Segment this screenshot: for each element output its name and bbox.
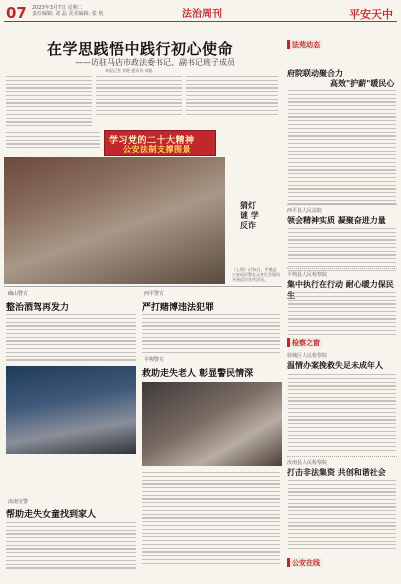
banner-title: 学习党的二十大精神: [109, 136, 195, 146]
lower-right-title-2: 打击非法集资 共创和谐社会: [287, 467, 386, 477]
issue-info-line-1: 2023年3月7日 星期二: [32, 5, 83, 11]
tag-police-online: 公安在线: [287, 558, 322, 567]
lower-middle-title-2: 救助走失老人 彰显警民情深: [142, 369, 254, 379]
page-header: [4, 4, 397, 22]
tag-queshan-police: 确山警方: [8, 291, 29, 297]
divider-1: [287, 204, 397, 205]
article3-court: 平舆县人民检察院: [287, 272, 328, 278]
lower-middle-title: 严打赌博违法犯罪: [142, 303, 215, 313]
elderly-rescue-photo: [142, 382, 282, 466]
main-headline: 在学思践悟中践行初心使命: [46, 40, 233, 58]
article1-title: 府院联动聚合力: [287, 68, 343, 78]
tag-xiping-police: 西平警方: [144, 291, 165, 297]
article2-court: 西平县人民法院: [287, 208, 323, 214]
article3-title: 集中执行在行动 耐心暖力保民: [287, 279, 394, 289]
lower-right-court-2: 汝南县人民检察院: [287, 460, 328, 466]
main-article-col-2: [96, 76, 182, 118]
divider-main-lower: [4, 286, 282, 287]
lower-left-title: 整治酒驾再发力: [6, 303, 70, 313]
drunk-driving-check-photo: [6, 366, 136, 454]
main-article-col-1: [6, 76, 92, 129]
main-subheadline: ——访驻马店市政法委书记、副书记班子成员: [75, 58, 235, 67]
banner-subtitle: 公安法制支撑图景: [123, 145, 191, 154]
page-number: 07: [6, 4, 27, 22]
main-article-col-3: [186, 76, 278, 118]
article1-subtitle: 高效"护薪"暖民心: [330, 78, 395, 88]
section-title: 平安天中: [349, 8, 393, 21]
lower-right-text-1: [288, 374, 396, 453]
issue-info: [32, 5, 103, 17]
photo-caption: （上图）2月5日，平舆县公安局民警在元宵灯会现场开展反诈宣传活动。: [232, 267, 280, 282]
study-banner: [104, 130, 216, 156]
lower-right-court-1: 驿城区人民检察院: [287, 353, 328, 359]
tag-court-news: 法苑动态: [287, 40, 322, 49]
article1-text: [288, 90, 396, 207]
divider-3: [287, 456, 397, 457]
article2-title: 领会精神实质 凝聚奋进力量: [287, 215, 386, 225]
paper-name: 法治周刊: [182, 9, 222, 20]
main-article-col-4: [6, 132, 100, 151]
tag-pingyu-police: 平舆警方: [144, 357, 165, 363]
vertical-caption: 猜灯谜 学反诈: [240, 200, 259, 230]
lower-right-title-1: 温情办案挽救失足未成年人: [287, 360, 383, 370]
lantern-riddle-photo: [4, 157, 225, 284]
article3-text: [288, 292, 396, 337]
divider-2: [287, 268, 397, 269]
article2-text: [288, 228, 396, 273]
tag-procuratorate-window: 检察之窗: [287, 338, 322, 347]
lower-left-text-2: [6, 522, 136, 571]
tag-runan-traffic-police: 汝南交警: [8, 499, 29, 505]
lower-right-text-2: [288, 480, 396, 552]
byline: 本报记者 刘艳 通讯员 刘聪: [105, 68, 153, 73]
lower-middle-text-2: [142, 472, 280, 567]
lower-middle-text: [142, 314, 280, 356]
lower-left-title-2: 帮助走失女童找到家人: [6, 510, 97, 520]
lower-left-text: [6, 314, 136, 363]
issue-info-line-2: 责任编辑: 刘 晶 美术编辑: 张 航: [32, 11, 104, 17]
